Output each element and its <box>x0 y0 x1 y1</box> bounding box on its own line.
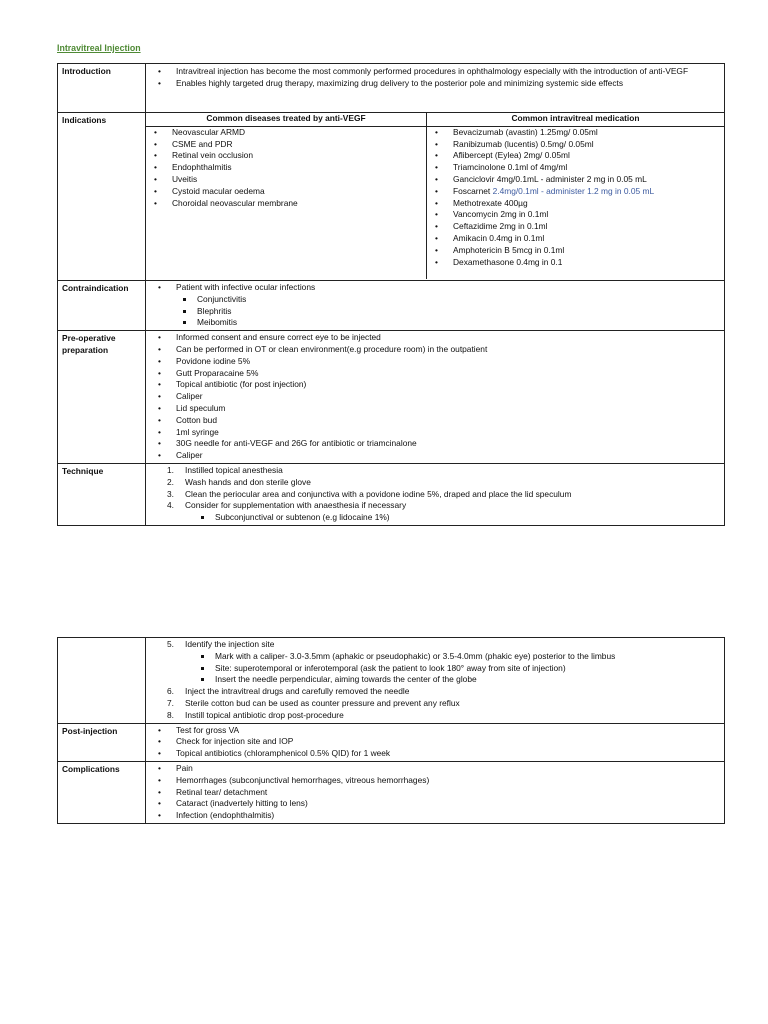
row-preop <box>58 331 725 464</box>
row-contraindication <box>58 281 725 331</box>
list-item: Mark with a caliper- 3.0-3.5mm (aphakic or pseudophakic) or 3.5-4.0mm (phakic eye) posterior to the limbus <box>199 651 720 663</box>
list-item <box>427 186 724 198</box>
list-item: • Povidone iodine 5% <box>150 356 720 368</box>
list-item: 2. Wash hands and don sterile glove <box>167 476 311 487</box>
list-item: • Ganciclovir 4mg/0.1mL - administer 2 mg in 0.05 mL <box>427 174 724 186</box>
label-complications: Complications <box>58 761 146 823</box>
row-complications <box>58 761 725 823</box>
row-indications <box>58 113 725 281</box>
list-item: Conjunctivitis <box>181 294 720 306</box>
list-item: Site: superotemporal or inferotemporal (ask the patient to look 180° away from site of injection) <box>199 663 720 675</box>
contraindication-content <box>146 281 725 331</box>
list-item: • Hemorrhages (subconjunctival hemorrhages, vitreous hemorrhages) <box>150 775 720 787</box>
list-item: 1. Instilled topical anesthesia <box>167 464 283 475</box>
list-item: • Ceftazidime 2mg in 0.1ml <box>427 221 724 233</box>
list-item: • Lid speculum <box>150 403 720 415</box>
row-technique <box>58 463 725 525</box>
list-item: • 1ml syringe <box>150 427 720 439</box>
technique-continued-content <box>146 638 725 724</box>
list-item: • CSME and PDR <box>146 139 426 151</box>
list-item: • Uveitis <box>146 174 426 186</box>
list-item: 8. Instill topical antibiotic drop post-procedure <box>167 709 344 720</box>
list-item: • Ranibizumab (lucentis) 0.5mg/ 0.05ml <box>427 139 724 151</box>
list-item: • Can be performed in OT or clean environment(e.g procedure room) in the outpatient <box>150 344 720 356</box>
list-item: 3. Clean the periocular area and conjunctiva with a povidone iodine 5%, draped and place the lid speculum <box>167 488 572 499</box>
list-item: • Endophthalmitis <box>146 162 426 174</box>
list-item: • Topical antibiotics (chloramphenicol 0.5% QID) for 1 week <box>150 748 720 760</box>
list-item: • Methotrexate 400µg <box>427 198 724 210</box>
list-item: • Informed consent and ensure correct eye to be injected <box>150 332 720 344</box>
list-item: • Amikacin 0.4mg in 0.1ml <box>427 233 724 245</box>
list-item: • Vancomycin 2mg in 0.1ml <box>427 209 724 221</box>
indications-inner-table <box>146 113 724 279</box>
label-technique: Technique <box>58 463 146 525</box>
medications-column <box>427 113 725 279</box>
list-item: 6. Inject the intravitreal drugs and carefully removed the needle <box>167 686 410 697</box>
list-item: • Pain <box>150 763 720 775</box>
label-technique-continued <box>58 638 146 724</box>
list-item: • Test for gross VA <box>150 725 720 737</box>
list-item: • Infection (endophthalmitis) <box>150 810 720 822</box>
label-indications: Indications <box>58 113 146 281</box>
list-item: • Triamcinolone 0.1ml of 4mg/ml <box>427 162 724 174</box>
page-title: Intravitreal Injection <box>57 43 141 53</box>
table-part-1 <box>57 63 725 526</box>
complications-content <box>146 761 725 823</box>
table-part-2 <box>57 637 725 824</box>
list-item: 5. Identify the injection site <box>167 639 275 649</box>
drug-name: Foscarnet <box>453 185 491 196</box>
label-contraindication: Contraindication <box>58 281 146 331</box>
list-item: Blephritis <box>181 306 720 318</box>
label-preop-line2: preparation <box>62 344 109 355</box>
list-item: • 30G needle for anti-VEGF and 26G for antibiotic or triamcinalone <box>150 438 720 450</box>
list-item: 4. Consider for supplementation with anaesthesia if necessary <box>167 500 407 511</box>
preop-content <box>146 331 725 464</box>
label-preop <box>58 331 146 464</box>
list-item: • Cotton bud <box>150 415 720 427</box>
list-item: • Patient with infective ocular infections <box>150 282 720 294</box>
row-post-injection <box>58 723 725 761</box>
row-technique-continued <box>58 638 725 724</box>
list-item: Insert the needle perpendicular, aiming towards the center of the globe <box>199 674 720 686</box>
list-item: • Retinal tear/ detachment <box>150 787 720 799</box>
list-item: • Gutt Proparacaine 5% <box>150 368 720 380</box>
list-item: • Neovascular ARMD <box>146 127 426 139</box>
list-item: • Aflibercept (Eylea) 2mg/ 0.05ml <box>427 150 724 162</box>
technique-content <box>146 463 725 525</box>
label-preop-line1: Pre-operative <box>62 333 116 344</box>
list-item: • Bevacizumab (avastin) 1.25mg/ 0.05ml <box>427 127 724 139</box>
diseases-header: Common diseases treated by anti-VEGF <box>146 113 426 127</box>
list-item: • Dexamethasone 0.4mg in 0.1 <box>427 257 724 269</box>
list-item: • Choroidal neovascular membrane <box>146 198 426 210</box>
list-item: • Check for injection site and IOP <box>150 736 720 748</box>
diseases-column <box>146 113 427 279</box>
label-post-injection: Post-injection <box>58 723 146 761</box>
list-item: Subconjunctival or subtenon (e.g lidocaine 1%) <box>199 512 720 524</box>
drug-dose: 2.4mg/0.1ml - administer 1.2 mg in 0.05 mL <box>492 185 655 196</box>
list-item: • Amphotericin B 5mcg in 0.1ml <box>427 245 724 257</box>
list-item: • Enables highly targeted drug therapy, maximizing drug delivery to the posterior pole and minimizing systemic side effects <box>150 78 720 90</box>
list-item: 7. Sterile cotton bud can be used as counter pressure and prevent any reflux <box>167 697 460 708</box>
label-introduction: Introduction <box>58 64 146 113</box>
medications-header: Common intravitreal medication <box>427 113 724 127</box>
list-item: • Topical antibiotic (for post injection) <box>150 379 720 391</box>
list-item: • Cataract (inadvertely hitting to lens) <box>150 798 720 810</box>
list-item: • Intravitreal injection has become the most commonly performed procedures in ophthalmology especially with the introduction of anti-VEGF <box>150 66 720 78</box>
list-item: Meibomitis <box>181 317 720 329</box>
list-item: • Caliper <box>150 450 720 462</box>
introduction-content <box>146 64 725 113</box>
post-injection-content <box>146 723 725 761</box>
indications-content <box>146 113 725 281</box>
list-item: • Caliper <box>150 391 720 403</box>
list-item: • Cystoid macular oedema <box>146 186 426 198</box>
list-item: • Retinal vein occlusion <box>146 150 426 162</box>
row-introduction <box>58 64 725 113</box>
